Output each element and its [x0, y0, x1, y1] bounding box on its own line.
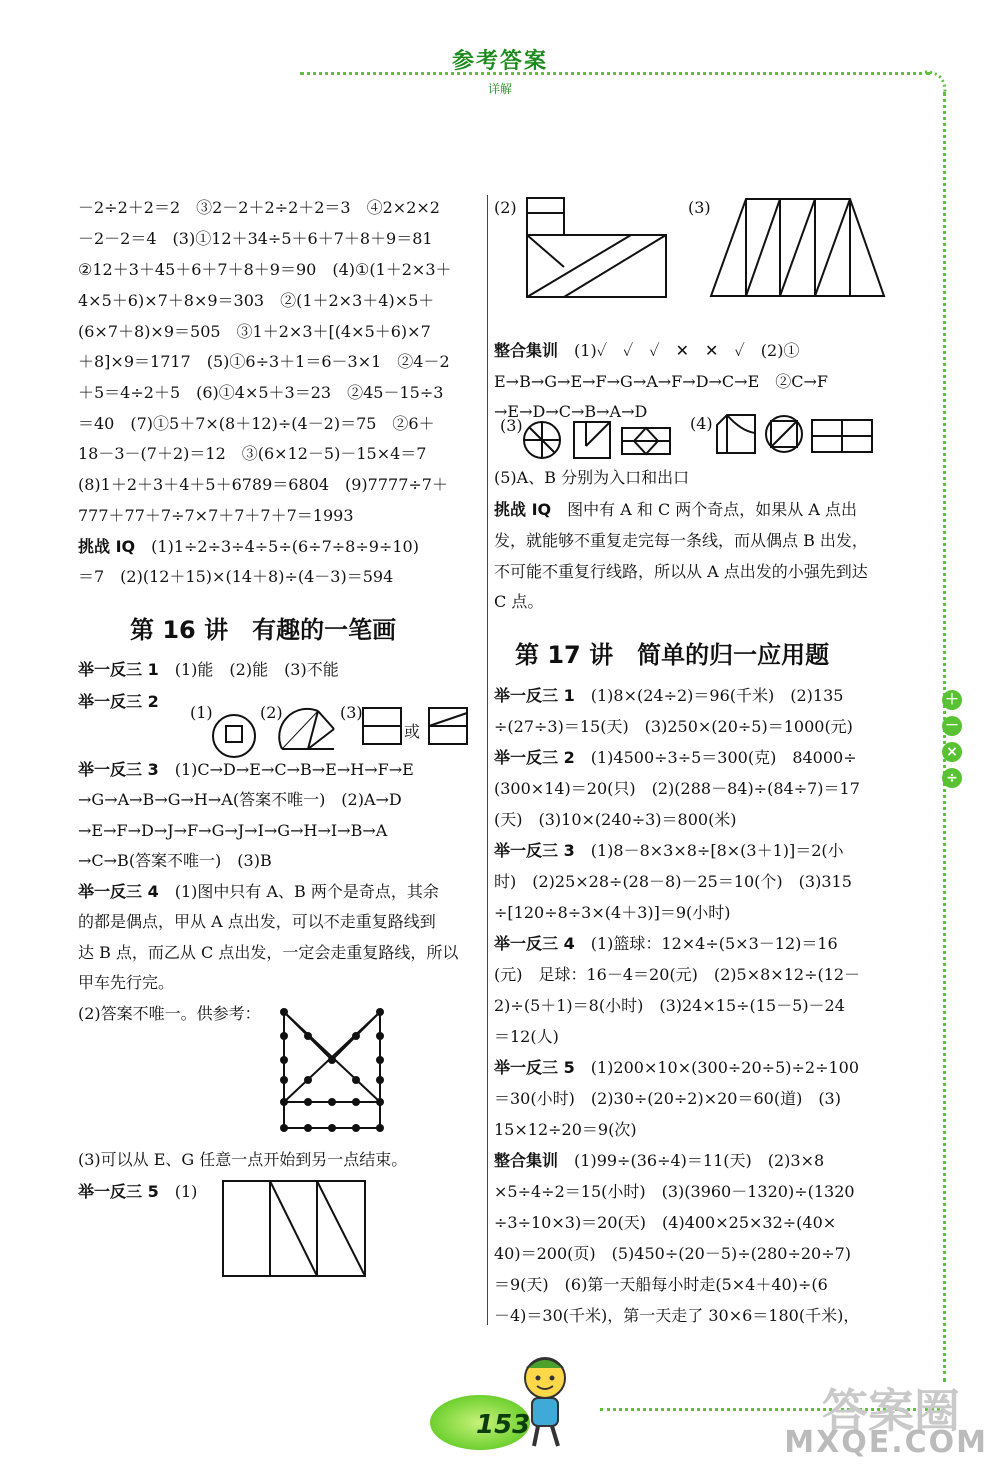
drill-text: (1)✓ ✓ ✓ ✕ ✕ ✓ (2)①: [574, 341, 800, 360]
ex3-line: →C→B(答案不唯一) (3)B: [78, 851, 272, 870]
l17-line: ＝30(小时) (2)30÷(20÷2)×20＝60(道) (3): [494, 1089, 841, 1108]
l17-line: 时) (2)25×28÷(28－8)－25＝10(个) (3)315: [494, 872, 852, 891]
ex4-part-3: (3)可以从 E、G 任意一点开始到另一点结束。: [78, 1150, 408, 1169]
l17-label: 举一反三 1: [494, 686, 575, 705]
l17-line: ×5÷4÷2＝15(小时) (3)(3960－1320)÷(1320: [494, 1182, 855, 1201]
drill-figure-3a: [522, 420, 566, 464]
l17-line: 40)＝200(页) (5)450÷(20－5)÷(280÷20÷7): [494, 1244, 852, 1263]
ex3-line: →G→A→B→G→H→A(答案不唯一) (2)A→D: [78, 790, 402, 809]
l17-text: (1)8×(24÷2)＝96(千米) (2)135: [590, 686, 844, 705]
drill-line: E→B→G→E→F→G→A→F→D→C→E ②C→F: [494, 372, 829, 391]
lecture-16-title: 第 16 讲 有趣的一笔画: [130, 616, 397, 644]
plus-icon: ＋: [942, 690, 962, 710]
header-subtitle: 详解: [487, 82, 512, 96]
cartoon-kid-icon: [510, 1350, 580, 1450]
l17-line: －4)＝30(千米)，第一天走了 30×6＝180(千米)，: [494, 1306, 860, 1325]
ex2-figure-2: [278, 705, 340, 755]
ex2-label-text: 举一反三 2: [78, 692, 159, 711]
ex4-line: 的都是偶点，甲从 A 点出发，可以不走重复路线到: [78, 912, 436, 931]
l17-line: ＝12(人): [494, 1027, 559, 1046]
lecture-17-title: 第 17 讲 简单的归一应用题: [515, 641, 830, 669]
iq-text: (1)1÷2÷3÷4÷5÷(6÷7÷8÷9÷10): [151, 537, 419, 556]
l17-label: 举一反三 4: [494, 934, 575, 953]
l17-line: ÷3÷10×3)＝20(天) (4)400×25×32÷(40×: [494, 1213, 837, 1232]
iq-right-line: C 点。: [494, 592, 544, 611]
left-line: ＋8]×9＝1717 (5)①6÷3＋1＝6－3×1 ②4－2: [78, 352, 450, 371]
ex1-label: 举一反三 1: [78, 660, 159, 679]
l17-line: 15×12÷20＝9(次): [494, 1120, 637, 1139]
left-line: 4×5＋6)×7＋8×9＝303 ②(1＋2×3＋4)×5＋: [78, 291, 435, 310]
l17-line: (300×14)＝20(只) (2)(288－84)÷(84÷7)＝17: [494, 779, 860, 798]
l17-line: (元) 足球：16－4＝20(元) (2)5×8×12÷(12－: [494, 965, 861, 984]
drill-line-1: [494, 341, 799, 361]
left-line: －2－2＝4 (3)①12＋34÷5＋6＋7＋8＋9＝81: [78, 229, 433, 248]
ex2-label: [78, 692, 159, 712]
drill-figure-4a: [715, 413, 759, 457]
ex2-mark-3: (3): [340, 703, 363, 722]
header-dotted-rule: [300, 72, 930, 75]
left-line: －2÷2＋2＝2 ③2－2＋2÷2＋2＝3 ④2×2×2: [78, 198, 440, 217]
ex3-label: 举一反三 3: [78, 760, 159, 779]
l17-block-4: [494, 934, 838, 954]
l17-line: (天) (3)10×(240÷3)＝800(米): [494, 810, 737, 829]
ex5-line: [78, 1182, 197, 1202]
ex2-figure-1: [210, 712, 260, 762]
l17-text: (1)99÷(36÷4)＝11(天) (2)3×8: [574, 1151, 825, 1170]
left-line: ②12＋3＋45＋6＋7＋8＋9＝90 (4)①(1＋2×3＋: [78, 260, 452, 279]
divide-icon: ÷: [942, 768, 962, 788]
ex4-line-1: [78, 882, 439, 902]
l17-line: ＝9(天) (6)第一天船每小时走(5×4＋40)÷(6: [494, 1275, 828, 1294]
drill-mark-3: (3): [500, 416, 523, 435]
iq-right-line-1: [494, 500, 857, 520]
l17-line: ÷[120÷8÷3×(4＋3)]＝9(小时): [494, 903, 731, 922]
corner-curve: [925, 72, 950, 97]
iq-label: 挑战 IQ: [78, 537, 136, 556]
iq-right-line: 不可能不重复行线路，所以从 A 点出发的小强先到达: [494, 562, 868, 581]
ex4-text: (1)图中只有 A、B 两个是奇点，其余: [174, 882, 439, 901]
l17-label: 举一反三 2: [494, 748, 575, 767]
iq-line: [78, 537, 419, 557]
iq-line-2: ＝7 (2)(12＋15)×(14＋8)÷(4－3)＝594: [78, 567, 394, 586]
right-figure-2: [526, 197, 672, 299]
ex1-line: [78, 660, 339, 680]
ex3-text: (1)C→D→E→C→B→E→H→F→E: [174, 760, 414, 779]
watermark-url: MXQE.COM: [784, 1425, 988, 1460]
l17-block-6: [494, 1151, 824, 1171]
l17-label: 整合集训: [494, 1151, 559, 1170]
ex4-part-2: (2)答案不唯一。供参考：: [78, 1004, 261, 1023]
ex4-label: 举一反三 4: [78, 882, 159, 901]
right-mark-3: (3): [688, 198, 711, 217]
ex2-figure-3b: [428, 707, 468, 745]
drill-figure-4b: [764, 414, 806, 456]
ex4-line: 达 B 点，而乙从 C 点出发，一定会走重复路线，所以: [78, 943, 459, 962]
ex2-figure-3a: [362, 707, 402, 745]
l17-text: (1)篮球：12×4÷(5×3－12)＝16: [590, 934, 838, 953]
header-title: 参考答案: [451, 48, 548, 74]
drill-figure-3c: [620, 426, 674, 456]
left-line: ＋5＝4÷2＋5 (6)①4×5＋3＝23 ②45－15÷3: [78, 383, 444, 402]
l17-line: 2)÷(5＋1)＝8(小时) (3)24×15÷(15－5)－24: [494, 996, 845, 1015]
drill-mark-4: (4): [690, 414, 713, 433]
ex5-figure: [222, 1180, 366, 1278]
iq-right-label: 挑战 IQ: [494, 500, 552, 519]
ex1-text: (1)能 (2)能 (3)不能: [174, 660, 339, 679]
l17-line: ÷(27÷3)＝15(天) (3)250×(20÷5)＝1000(元): [494, 717, 853, 736]
l17-block-5: [494, 1058, 859, 1078]
ex4-line: 甲车先行完。: [78, 973, 175, 992]
column-separator: [487, 195, 488, 1325]
l17-label: 举一反三 3: [494, 841, 575, 860]
drill-figure-4c: [810, 418, 874, 454]
l17-block-2: [494, 748, 857, 768]
right-mark-2: (2): [494, 198, 517, 217]
l17-text: (1)4500÷3÷5＝300(克) 84000÷: [590, 748, 857, 767]
ex2-or: 或: [404, 722, 421, 741]
drill-line: →E→D→C→B→A→D: [494, 402, 648, 421]
l17-text: (1)200×10×(300÷20÷5)÷2÷100: [590, 1058, 860, 1077]
iq-right-line: 发，就能够不重复走完每一条线，而从偶点 B 出发，: [494, 531, 868, 550]
left-line: ＝40 (7)①5＋7×(8＋12)÷(4－2)＝75 ②6＋: [78, 414, 435, 433]
times-icon: ×: [942, 742, 962, 762]
left-line: 777＋77＋7÷7×7＋7＋7＋7＝1993: [78, 506, 354, 525]
ex3-line: →E→F→D→J→F→G→J→I→G→H→I→B→A: [78, 821, 388, 840]
left-line: (8)1＋2＋3＋4＋5＋6789＝6804 (9)7777÷7＋: [78, 475, 448, 494]
drill-part-5: (5)A、B 分别为入口和出口: [494, 468, 690, 487]
page-number: 153: [476, 1410, 531, 1440]
side-operator-icons: [942, 690, 964, 794]
l17-block-3: [494, 841, 844, 861]
dot-grid-figure: [276, 1008, 386, 1138]
ex3-line-1: [78, 760, 414, 780]
l17-block-1: [494, 686, 843, 706]
left-line: 18－3－(7＋2)＝12 ③(6×12－5)－15×4＝7: [78, 444, 427, 463]
drill-figure-3b: [572, 420, 616, 464]
watermark-logo: 答案圈: [822, 1384, 960, 1438]
minus-icon: －: [942, 716, 962, 736]
right-figure-3: [710, 198, 886, 298]
ex5-mark: (1): [174, 1182, 198, 1201]
drill-label: 整合集训: [494, 341, 559, 360]
left-line: (6×7＋8)×9＝505 ③1＋2×3＋[(4×5＋6)×7: [78, 322, 431, 341]
ex2-mark-1: (1): [190, 703, 213, 722]
l17-text: (1)8－8×3×8÷[8×(3＋1)]＝2(小: [590, 841, 844, 860]
ex5-label: 举一反三 5: [78, 1182, 159, 1201]
l17-label: 举一反三 5: [494, 1058, 575, 1077]
iq-right-text: 图中有 A 和 C 两个奇点，如果从 A 点出: [567, 500, 858, 519]
ex2-mark-2: (2): [260, 703, 283, 722]
